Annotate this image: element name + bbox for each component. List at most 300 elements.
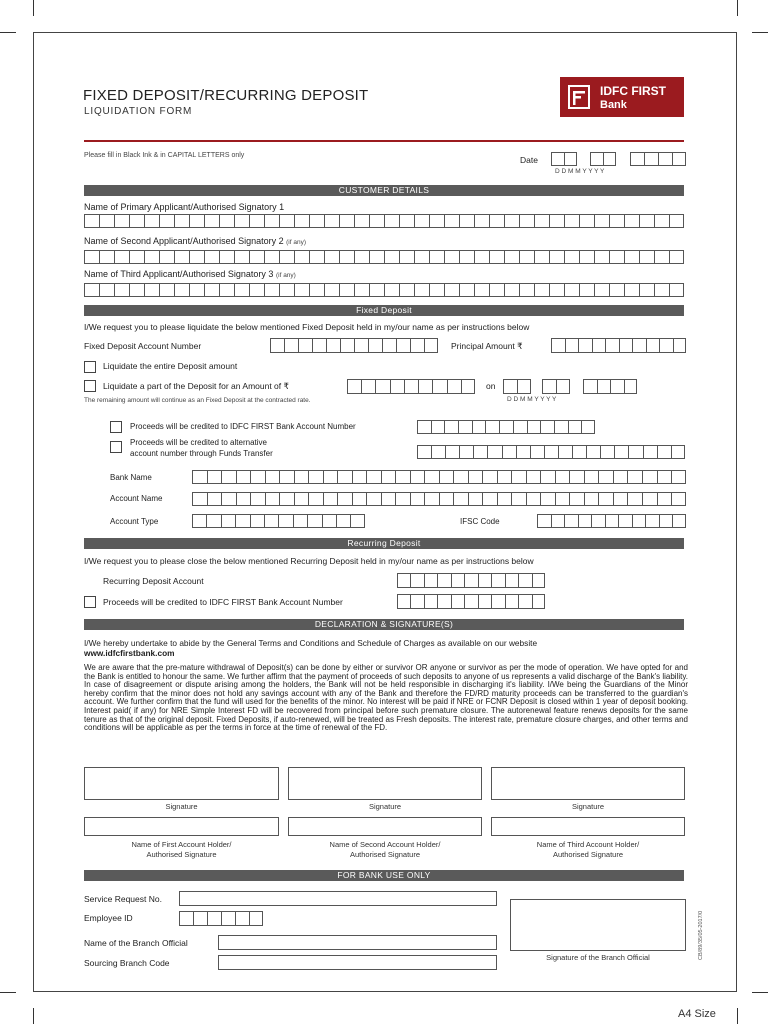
char-box[interactable] (659, 514, 673, 528)
char-box[interactable] (627, 470, 642, 484)
principal-boxes[interactable] (551, 338, 686, 353)
char-box[interactable] (375, 379, 389, 394)
char-box[interactable] (458, 420, 472, 434)
char-box[interactable] (453, 470, 468, 484)
char-box[interactable] (511, 470, 526, 484)
char-box[interactable] (504, 250, 519, 264)
char-box[interactable] (468, 470, 483, 484)
char-box[interactable] (129, 250, 144, 264)
char-box[interactable] (265, 492, 280, 506)
char-box[interactable] (487, 445, 501, 459)
char-box[interactable] (309, 214, 324, 228)
char-box[interactable] (159, 283, 174, 297)
char-box[interactable] (204, 214, 219, 228)
char-box[interactable] (414, 250, 429, 264)
char-box[interactable] (264, 250, 279, 264)
char-box[interactable] (639, 214, 654, 228)
char-box[interactable] (352, 492, 367, 506)
char-box[interactable] (339, 283, 354, 297)
char-box[interactable] (654, 250, 669, 264)
char-box[interactable] (578, 338, 592, 353)
char-box[interactable] (308, 492, 323, 506)
char-box[interactable] (249, 283, 264, 297)
char-box[interactable] (534, 283, 549, 297)
char-box[interactable] (174, 250, 189, 264)
char-box[interactable] (519, 250, 534, 264)
char-box[interactable] (444, 283, 459, 297)
signature-box-2[interactable] (288, 767, 482, 800)
char-box[interactable] (424, 338, 438, 353)
char-box[interactable] (417, 420, 431, 434)
rd-account-boxes[interactable] (397, 573, 545, 588)
char-box[interactable] (417, 445, 431, 459)
char-box[interactable] (381, 492, 396, 506)
credit-alt-checkbox[interactable] (110, 441, 122, 453)
char-box[interactable] (429, 214, 444, 228)
char-box[interactable] (384, 214, 399, 228)
part-amount-boxes[interactable] (347, 379, 475, 394)
char-box[interactable] (410, 470, 425, 484)
char-box[interactable] (354, 338, 368, 353)
char-box[interactable] (540, 492, 555, 506)
char-box[interactable] (84, 214, 99, 228)
char-box[interactable] (114, 214, 129, 228)
char-box[interactable] (424, 492, 439, 506)
char-box[interactable] (99, 283, 114, 297)
char-box[interactable] (564, 283, 579, 297)
char-box[interactable] (279, 283, 294, 297)
char-box[interactable] (569, 492, 584, 506)
char-box[interactable] (207, 492, 222, 506)
char-box[interactable] (669, 214, 684, 228)
char-box[interactable] (569, 470, 584, 484)
char-box[interactable] (114, 283, 129, 297)
char-box[interactable] (395, 470, 410, 484)
char-box[interactable] (609, 250, 624, 264)
credit-idfc-checkbox[interactable] (110, 421, 122, 433)
char-box[interactable] (384, 283, 399, 297)
char-box[interactable] (594, 214, 609, 228)
employee-id-boxes[interactable] (179, 911, 263, 926)
char-box[interactable] (144, 214, 159, 228)
char-box[interactable] (447, 379, 461, 394)
char-box[interactable] (526, 492, 541, 506)
char-box[interactable] (478, 594, 491, 609)
char-box[interactable] (424, 573, 437, 588)
branch-official-field[interactable] (218, 935, 497, 950)
char-box[interactable] (474, 214, 489, 228)
char-box[interactable] (639, 250, 654, 264)
char-box[interactable] (555, 492, 570, 506)
char-box[interactable] (472, 420, 486, 434)
char-box[interactable] (491, 573, 504, 588)
char-box[interactable] (624, 214, 639, 228)
char-box[interactable] (544, 445, 558, 459)
char-box[interactable] (532, 573, 545, 588)
char-box[interactable] (459, 283, 474, 297)
official-signature-box[interactable] (510, 899, 686, 951)
char-box[interactable] (337, 492, 352, 506)
char-box[interactable] (324, 283, 339, 297)
char-box[interactable] (482, 470, 497, 484)
char-box[interactable] (250, 514, 264, 528)
char-box[interactable] (459, 214, 474, 228)
char-box[interactable] (144, 250, 159, 264)
char-box[interactable] (418, 379, 432, 394)
char-box[interactable] (551, 514, 565, 528)
char-box[interactable] (586, 445, 600, 459)
char-box[interactable] (309, 283, 324, 297)
char-box[interactable] (511, 492, 526, 506)
char-box[interactable] (404, 379, 418, 394)
char-box[interactable] (221, 911, 235, 926)
char-box[interactable] (298, 338, 312, 353)
char-box[interactable] (579, 214, 594, 228)
part-date-month-boxes[interactable] (542, 379, 570, 394)
char-box[interactable] (324, 250, 339, 264)
char-box[interactable] (279, 492, 294, 506)
char-box[interactable] (384, 250, 399, 264)
char-box[interactable] (532, 594, 545, 609)
char-box[interactable] (293, 514, 307, 528)
char-box[interactable] (397, 594, 410, 609)
char-box[interactable] (390, 379, 404, 394)
account-name-boxes[interactable] (192, 492, 686, 506)
char-box[interactable] (366, 492, 381, 506)
sourcing-branch-field[interactable] (218, 955, 497, 970)
char-box[interactable] (459, 250, 474, 264)
char-box[interactable] (424, 470, 439, 484)
char-box[interactable] (204, 283, 219, 297)
char-box[interactable] (129, 214, 144, 228)
char-box[interactable] (518, 594, 531, 609)
char-box[interactable] (234, 283, 249, 297)
part-date-day-boxes[interactable] (503, 379, 531, 394)
char-box[interactable] (489, 214, 504, 228)
char-box[interactable] (250, 492, 265, 506)
char-box[interactable] (624, 250, 639, 264)
char-box[interactable] (270, 338, 284, 353)
char-box[interactable] (129, 283, 144, 297)
char-box[interactable] (336, 514, 350, 528)
char-box[interactable] (361, 379, 375, 394)
char-box[interactable] (568, 420, 582, 434)
char-box[interactable] (657, 492, 672, 506)
char-box[interactable] (234, 214, 249, 228)
part-date-year-boxes[interactable] (583, 379, 637, 394)
char-box[interactable] (249, 214, 264, 228)
char-box[interactable] (249, 250, 264, 264)
char-box[interactable] (579, 283, 594, 297)
char-box[interactable] (669, 250, 684, 264)
char-box[interactable] (605, 338, 619, 353)
char-box[interactable] (642, 492, 657, 506)
char-box[interactable] (279, 250, 294, 264)
primary-applicant-boxes[interactable] (84, 214, 684, 228)
char-box[interactable] (618, 514, 632, 528)
char-box[interactable] (369, 283, 384, 297)
char-box[interactable] (337, 470, 352, 484)
char-box[interactable] (221, 492, 236, 506)
char-box[interactable] (236, 492, 251, 506)
char-box[interactable] (551, 338, 565, 353)
char-box[interactable] (323, 470, 338, 484)
char-box[interactable] (537, 514, 551, 528)
website-link[interactable]: www.idfcfirstbank.com (84, 648, 175, 658)
char-box[interactable] (159, 214, 174, 228)
account-type-boxes[interactable] (192, 514, 365, 528)
char-box[interactable] (594, 283, 609, 297)
char-box[interactable] (354, 250, 369, 264)
char-box[interactable] (437, 573, 450, 588)
char-box[interactable] (347, 379, 361, 394)
char-box[interactable] (671, 492, 686, 506)
char-box[interactable] (114, 250, 129, 264)
char-box[interactable] (482, 492, 497, 506)
char-box[interactable] (279, 214, 294, 228)
signature-box-1[interactable] (84, 767, 279, 800)
char-box[interactable] (584, 492, 599, 506)
char-box[interactable] (410, 594, 423, 609)
char-box[interactable] (584, 470, 599, 484)
char-box[interactable] (468, 492, 483, 506)
char-box[interactable] (189, 214, 204, 228)
rd-credit-checkbox[interactable] (84, 596, 96, 608)
bank-name-boxes[interactable] (192, 470, 686, 484)
char-box[interactable] (399, 283, 414, 297)
char-box[interactable] (598, 470, 613, 484)
char-box[interactable] (540, 420, 554, 434)
char-box[interactable] (609, 214, 624, 228)
char-box[interactable] (473, 445, 487, 459)
liquidate-part-checkbox[interactable] (84, 380, 96, 392)
credit-alt-boxes[interactable] (417, 445, 685, 459)
char-box[interactable] (189, 283, 204, 297)
char-box[interactable] (189, 250, 204, 264)
date-day-boxes[interactable] (551, 152, 577, 166)
char-box[interactable] (671, 470, 686, 484)
char-box[interactable] (235, 514, 249, 528)
char-box[interactable] (444, 250, 459, 264)
char-box[interactable] (624, 283, 639, 297)
rd-credit-boxes[interactable] (397, 594, 545, 609)
char-box[interactable] (673, 338, 687, 353)
char-box[interactable] (642, 470, 657, 484)
char-box[interactable] (414, 214, 429, 228)
char-box[interactable] (369, 250, 384, 264)
char-box[interactable] (354, 214, 369, 228)
char-box[interactable] (99, 250, 114, 264)
char-box[interactable] (527, 420, 541, 434)
char-box[interactable] (174, 283, 189, 297)
char-box[interactable] (613, 492, 628, 506)
third-applicant-boxes[interactable] (84, 283, 684, 297)
char-box[interactable] (497, 470, 512, 484)
char-box[interactable] (451, 594, 464, 609)
char-box[interactable] (352, 470, 367, 484)
char-box[interactable] (564, 214, 579, 228)
char-box[interactable] (265, 470, 280, 484)
char-box[interactable] (578, 514, 592, 528)
char-box[interactable] (366, 470, 381, 484)
second-applicant-boxes[interactable] (84, 250, 684, 264)
char-box[interactable] (250, 470, 265, 484)
char-box[interactable] (437, 594, 450, 609)
char-box[interactable] (594, 250, 609, 264)
char-box[interactable] (235, 911, 249, 926)
char-box[interactable] (600, 445, 614, 459)
char-box[interactable] (444, 420, 458, 434)
char-box[interactable] (565, 338, 579, 353)
holder-name-box-3[interactable] (491, 817, 685, 836)
char-box[interactable] (219, 214, 234, 228)
char-box[interactable] (592, 338, 606, 353)
char-box[interactable] (354, 283, 369, 297)
char-box[interactable] (534, 214, 549, 228)
char-box[interactable] (340, 338, 354, 353)
char-box[interactable] (414, 283, 429, 297)
char-box[interactable] (206, 514, 220, 528)
char-box[interactable] (605, 514, 619, 528)
char-box[interactable] (192, 470, 207, 484)
char-box[interactable] (207, 911, 221, 926)
char-box[interactable] (554, 420, 568, 434)
char-box[interactable] (646, 338, 660, 353)
char-box[interactable] (439, 492, 454, 506)
char-box[interactable] (639, 283, 654, 297)
char-box[interactable] (294, 250, 309, 264)
char-box[interactable] (324, 214, 339, 228)
char-box[interactable] (558, 445, 572, 459)
char-box[interactable] (657, 470, 672, 484)
char-box[interactable] (654, 214, 669, 228)
char-box[interactable] (399, 250, 414, 264)
char-box[interactable] (643, 445, 657, 459)
char-box[interactable] (339, 214, 354, 228)
char-box[interactable] (350, 514, 364, 528)
char-box[interactable] (294, 470, 309, 484)
char-box[interactable] (193, 911, 207, 926)
char-box[interactable] (478, 573, 491, 588)
char-box[interactable] (431, 445, 445, 459)
char-box[interactable] (534, 250, 549, 264)
char-box[interactable] (645, 514, 659, 528)
char-box[interactable] (326, 338, 340, 353)
char-box[interactable] (526, 470, 541, 484)
char-box[interactable] (323, 492, 338, 506)
char-box[interactable] (453, 492, 468, 506)
char-box[interactable] (614, 445, 628, 459)
char-box[interactable] (192, 492, 207, 506)
char-box[interactable] (505, 573, 518, 588)
date-month-boxes[interactable] (590, 152, 616, 166)
char-box[interactable] (294, 283, 309, 297)
char-box[interactable] (439, 470, 454, 484)
char-box[interactable] (519, 214, 534, 228)
char-box[interactable] (461, 379, 475, 394)
char-box[interactable] (549, 283, 564, 297)
char-box[interactable] (294, 492, 309, 506)
char-box[interactable] (513, 420, 527, 434)
char-box[interactable] (144, 283, 159, 297)
char-box[interactable] (572, 445, 586, 459)
char-box[interactable] (429, 283, 444, 297)
char-box[interactable] (368, 338, 382, 353)
char-box[interactable] (221, 514, 235, 528)
char-box[interactable] (564, 514, 578, 528)
char-box[interactable] (581, 420, 595, 434)
char-box[interactable] (221, 470, 236, 484)
char-box[interactable] (84, 250, 99, 264)
char-box[interactable] (491, 594, 504, 609)
char-box[interactable] (382, 338, 396, 353)
char-box[interactable] (564, 250, 579, 264)
char-box[interactable] (192, 514, 206, 528)
char-box[interactable] (234, 250, 249, 264)
char-box[interactable] (516, 445, 530, 459)
char-box[interactable] (598, 492, 613, 506)
char-box[interactable] (613, 470, 628, 484)
char-box[interactable] (432, 379, 446, 394)
char-box[interactable] (489, 250, 504, 264)
char-box[interactable] (207, 470, 222, 484)
signature-box-3[interactable] (491, 767, 685, 800)
credit-idfc-boxes[interactable] (417, 420, 595, 434)
char-box[interactable] (369, 214, 384, 228)
liquidate-entire-checkbox[interactable] (84, 361, 96, 373)
char-box[interactable] (395, 492, 410, 506)
char-box[interactable] (410, 492, 425, 506)
char-box[interactable] (499, 420, 513, 434)
char-box[interactable] (339, 250, 354, 264)
char-box[interactable] (159, 250, 174, 264)
char-box[interactable] (530, 445, 544, 459)
char-box[interactable] (505, 594, 518, 609)
char-box[interactable] (307, 514, 321, 528)
char-box[interactable] (632, 338, 646, 353)
char-box[interactable] (451, 573, 464, 588)
char-box[interactable] (429, 250, 444, 264)
char-box[interactable] (264, 514, 278, 528)
char-box[interactable] (609, 283, 624, 297)
char-box[interactable] (619, 338, 633, 353)
char-box[interactable] (459, 445, 473, 459)
char-box[interactable] (671, 445, 685, 459)
char-box[interactable] (399, 214, 414, 228)
char-box[interactable] (219, 250, 234, 264)
char-box[interactable] (579, 250, 594, 264)
char-box[interactable] (84, 283, 99, 297)
char-box[interactable] (659, 338, 673, 353)
ifsc-boxes[interactable] (537, 514, 686, 528)
holder-name-box-1[interactable] (84, 817, 279, 836)
char-box[interactable] (381, 470, 396, 484)
char-box[interactable] (410, 338, 424, 353)
char-box[interactable] (444, 214, 459, 228)
char-box[interactable] (308, 470, 323, 484)
char-box[interactable] (627, 492, 642, 506)
char-box[interactable] (396, 338, 410, 353)
char-box[interactable] (424, 594, 437, 609)
char-box[interactable] (264, 283, 279, 297)
char-box[interactable] (294, 214, 309, 228)
char-box[interactable] (249, 911, 263, 926)
char-box[interactable] (410, 573, 423, 588)
fd-account-boxes[interactable] (270, 338, 438, 353)
char-box[interactable] (632, 514, 646, 528)
char-box[interactable] (284, 338, 298, 353)
char-box[interactable] (236, 470, 251, 484)
